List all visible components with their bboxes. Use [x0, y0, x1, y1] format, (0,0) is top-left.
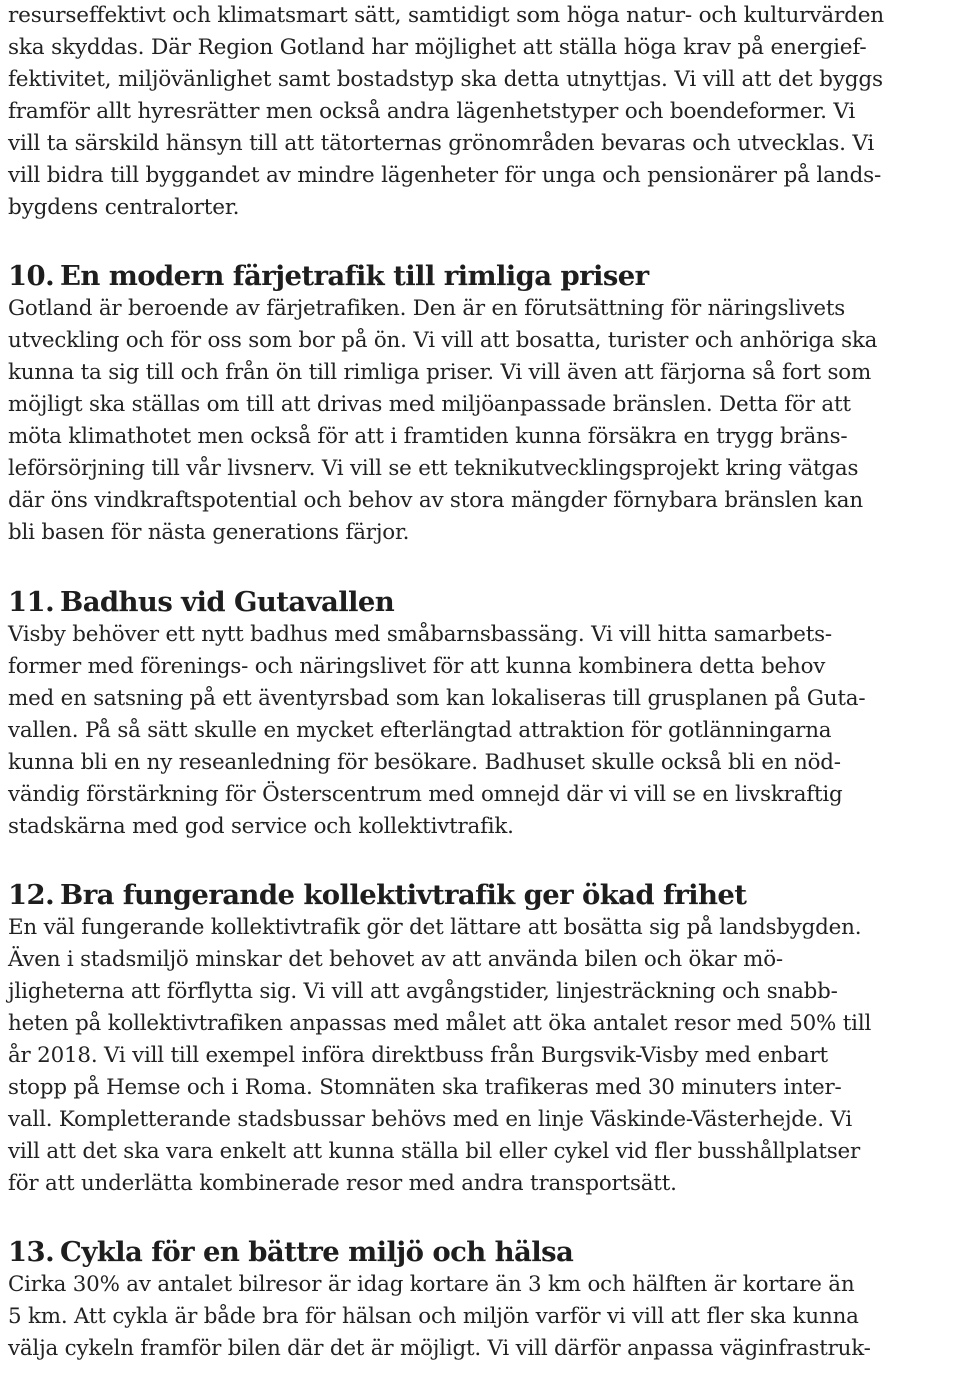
- text-line: bygdens centralorter.: [8, 195, 240, 220]
- section-heading: [8, 1235, 954, 1269]
- text-line: där öns vindkraftspotential och behov av stora mängder förnybara bränslen kan: [8, 488, 863, 513]
- text-line: vallen. På så sätt skulle en mycket efterlängtad attraktion för gotlänningarna: [8, 718, 832, 743]
- text-line: Även i stadsmiljö minskar det behovet av att använda bilen och ökar mö-: [8, 947, 783, 972]
- text-line: bli basen för nästa generations färjor.: [8, 520, 410, 545]
- text-line: leförsörjning till vår livsnerv. Vi vill se ett teknikutvecklingsprojekt kring vätgas: [8, 456, 859, 481]
- text-line: kunna ta sig till och från ön till rimliga priser. Vi vill även att färjorna så fort som: [8, 360, 872, 385]
- section-number: 12.: [8, 879, 55, 911]
- text-line: vall. Kompletterande stadsbussar behövs med en linje Väskinde-Västerhejde. Vi: [8, 1107, 852, 1132]
- text-line: möta klimathotet men också för att i framtiden kunna försäkra en trygg bräns-: [8, 424, 848, 449]
- section-title: En modern färjetrafik till rimliga priser: [60, 260, 649, 292]
- text-line: år 2018. Vi vill till exempel införa direktbuss från Burgsvik-Visby med enbart: [8, 1043, 828, 1068]
- text-line: med en satsning på ett äventyrsbad som kan lokaliseras till grusplanen på Guta-: [8, 686, 866, 711]
- text-line: vändig förstärkning för Österscentrum med omnejd där vi vill se en livskraftig: [8, 782, 843, 807]
- section-11: [8, 585, 954, 843]
- section-title: Bra fungerande kollektivtrafik ger ökad frihet: [60, 879, 747, 911]
- section-heading: [8, 259, 954, 293]
- text-line: Visby behöver ett nytt badhus med småbarnsbassäng. Vi vill hitta samarbets-: [8, 622, 832, 647]
- intro-paragraph: [8, 0, 954, 224]
- text-line: välja cykeln framför bilen där det är möjligt. Vi vill därför anpassa väginfrastruk-: [8, 1336, 871, 1361]
- text-line: utveckling och för oss som bor på ön. Vi vill att bosatta, turister och anhöriga ska: [8, 328, 878, 353]
- document-page: [8, 0, 954, 1365]
- section-heading: [8, 585, 954, 619]
- section-12: [8, 878, 954, 1200]
- text-line: En väl fungerande kollektivtrafik gör det lättare att bosätta sig på landsbygden.: [8, 915, 862, 940]
- text-line: former med förenings- och näringslivet för att kunna kombinera detta behov: [8, 654, 826, 679]
- text-line: stopp på Hemse och i Roma. Stomnäten ska trafikeras med 30 minuters inter-: [8, 1075, 842, 1100]
- section-heading: [8, 878, 954, 912]
- text-line: vill bidra till byggandet av mindre lägenheter för unga och pensionärer på lands-: [8, 163, 882, 188]
- text-line: fektivitet, miljövänlighet samt bostadstyp ska detta utnyttjas. Vi vill att det byggs: [8, 67, 883, 92]
- section-number: 13.: [8, 1236, 55, 1268]
- section-title: Cykla för en bättre miljö och hälsa: [60, 1236, 574, 1268]
- text-line: stadskärna med god service och kollektivtrafik.: [8, 814, 514, 839]
- text-line: vill att det ska vara enkelt att kunna ställa bil eller cykel vid fler busshållplatser: [8, 1139, 861, 1164]
- text-line: heten på kollektivtrafiken anpassas med målet att öka antalet resor med 50% till: [8, 1011, 872, 1036]
- section-13: [8, 1235, 954, 1365]
- section-10: [8, 259, 954, 549]
- text-line: Cirka 30% av antalet bilresor är idag kortare än 3 km och hälften är kortare än: [8, 1272, 855, 1297]
- text-line: möjligt ska ställas om till att drivas med miljöanpassade bränslen. Detta för att: [8, 392, 851, 417]
- text-line: resurseffektivt och klimatsmart sätt, samtidigt som höga natur- och kulturvärden: [8, 3, 884, 28]
- text-line: vill ta särskild hänsyn till att tätorternas grönområden bevaras och utvecklas. Vi: [8, 131, 875, 156]
- section-title: Badhus vid Gutavallen: [60, 586, 395, 618]
- section-number: 10.: [8, 260, 55, 292]
- section-number: 11.: [8, 586, 55, 618]
- text-line: jligheterna att förflytta sig. Vi vill att avgångstider, linjesträckning och snabb-: [8, 979, 838, 1004]
- text-line: för att underlätta kombinerade resor med andra transportsätt.: [8, 1171, 677, 1196]
- text-line: 5 km. Att cykla är både bra för hälsan och miljön varför vi vill att fler ska kunna: [8, 1304, 859, 1329]
- text-line: framför allt hyresrätter men också andra lägenhetstyper och boendeformer. Vi: [8, 99, 856, 124]
- text-line: ska skyddas. Där Region Gotland har möjlighet att ställa höga krav på energief-: [8, 35, 867, 60]
- text-line: Gotland är beroende av färjetrafiken. Den är en förutsättning för näringslivets: [8, 296, 846, 321]
- text-line: kunna bli en ny reseanledning för besökare. Badhuset skulle också bli en nöd-: [8, 750, 841, 775]
